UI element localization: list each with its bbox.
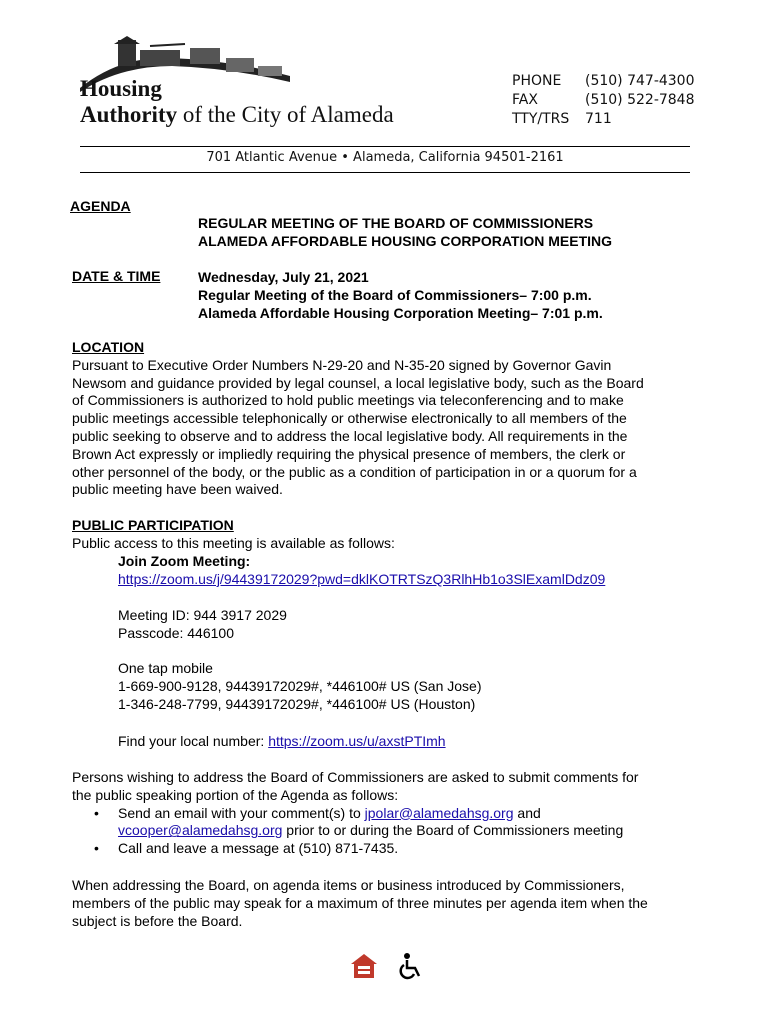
closing-line: members of the public may speak for a maximum of three minutes per agenda item when the — [72, 894, 648, 911]
meeting-date: Wednesday, July 21, 2021 — [198, 269, 369, 285]
closing-line: subject is before the Board. — [72, 912, 243, 929]
closing-line: When addressing the Board, on agenda items or business introduced by Commissioners, — [72, 877, 625, 893]
phone-label: PHONE — [512, 73, 562, 89]
fax-label: FAX — [512, 92, 538, 108]
email-comment-item — [72, 805, 702, 841]
comments-instructions — [72, 769, 702, 858]
equal-housing-icon — [350, 953, 378, 979]
agenda-titles — [198, 214, 612, 250]
header-rule-bottom — [80, 172, 690, 173]
location-line: Newsom and guidance provided by legal counsel, a local legislative body, such as the Board — [72, 374, 644, 391]
org-name-authority: Authority — [80, 102, 178, 127]
zoom-block — [118, 553, 605, 589]
address-line: 701 Atlantic Avenue • Alameda, California 94501-2161 — [206, 150, 564, 165]
tty-value: 711 — [585, 111, 612, 127]
comments-line1: Persons wishing to address the Board of Commissioners are asked to submit comments for — [72, 769, 639, 785]
contact-fax — [512, 91, 695, 110]
contact-phone — [512, 72, 695, 91]
location-line: of Commissioners is authorized to hold public meetings via teleconferencing and to make — [72, 392, 624, 409]
meeting-passcode: Passcode: 446100 — [118, 624, 234, 641]
zoom-meeting-link[interactable]: https://zoom.us/j/94439172029?pwd=dklKOTRTSzQ3RlhHb1o3SlExamlDdz09 — [118, 570, 606, 587]
location-heading: LOCATION — [72, 339, 145, 355]
meeting-credentials — [118, 607, 287, 643]
email-link-vcooper[interactable]: vcooper@alamedahsg.org — [118, 822, 283, 839]
date-time-details — [198, 268, 603, 322]
agenda-title-line2: ALAMEDA AFFORDABLE HOUSING CORPORATION MEETING — [198, 233, 613, 249]
org-name-line2 — [80, 102, 394, 128]
one-tap-block — [118, 660, 482, 713]
email-item-pre: Send an email with your comment(s) to — [118, 804, 365, 821]
agenda-title-line1: REGULAR MEETING OF THE BOARD OF COMMISSIONERS — [198, 215, 594, 231]
closing-paragraph — [72, 877, 702, 930]
org-name-rest: of the City of Alameda — [177, 102, 394, 127]
phone-value: (510) 747-4300 — [585, 73, 695, 89]
location-line: public meeting have been waived. — [72, 481, 283, 498]
org-name-line1: Housing — [80, 76, 162, 101]
header-rule-top — [80, 146, 690, 147]
find-local-number — [118, 733, 446, 751]
comments-line2: the public speaking portion of the Agenda as follows: — [72, 786, 399, 803]
meeting-id: Meeting ID: 944 3917 2029 — [118, 607, 287, 623]
find-local-label: Find your local number: — [118, 733, 269, 749]
email-item-post: prior to or during the Board of Commissioners meeting — [282, 822, 624, 839]
organization-name — [80, 76, 394, 128]
date-time-label: DATE & TIME — [72, 268, 161, 284]
footer-icons — [350, 952, 424, 980]
one-tap-label: One tap mobile — [118, 660, 213, 676]
contact-tty — [512, 110, 695, 129]
one-tap-san-jose: 1-669-900-9128, 94439172029#, *446100# US (San Jose) — [118, 677, 482, 694]
location-line: Pursuant to Executive Order Numbers N-29-20 and N-35-20 signed by Governor Gavin — [72, 356, 612, 373]
fax-value: (510) 522-7848 — [585, 92, 695, 108]
contact-block — [512, 72, 695, 129]
email-link-jpolar[interactable]: jpolar@alamedahsg.org — [364, 804, 514, 821]
aahc-meeting-time: Alameda Affordable Housing Corporation Meeting– 7:01 p.m. — [198, 305, 603, 321]
zoom-label: Join Zoom Meeting: — [118, 553, 251, 569]
participation-header — [72, 517, 702, 553]
location-line: public meetings accessible telephonically or otherwise electronically to all members of the — [72, 410, 627, 427]
location-section — [72, 339, 702, 499]
location-line: other personnel of the body, or the public as a condition of participation in or a quorum for a — [72, 463, 637, 480]
location-line: Brown Act expressly or impliedly requiring the physical presence of members, the clerk or — [72, 445, 626, 462]
comment-methods-list — [72, 805, 702, 858]
accessibility-icon — [398, 952, 424, 980]
participation-heading: PUBLIC PARTICIPATION — [72, 517, 234, 533]
find-local-link[interactable]: https://zoom.us/u/axstPTImh — [268, 733, 446, 749]
participation-intro: Public access to this meeting is available as follows: — [72, 534, 395, 551]
phone-comment-item: • Call and leave a message at (510) 871-7435. — [72, 840, 702, 858]
location-line: public seeking to observe and to address the local legislative body. All requirements in the — [72, 427, 628, 444]
email-item-mid: and — [513, 804, 541, 821]
board-meeting-time: Regular Meeting of the Board of Commissioners– 7:00 p.m. — [198, 287, 592, 303]
one-tap-houston: 1-346-248-7799, 94439172029#, *446100# US (Houston) — [118, 695, 476, 712]
tty-label: TTY/TRS — [512, 111, 570, 127]
agenda-label: AGENDA — [70, 198, 131, 214]
